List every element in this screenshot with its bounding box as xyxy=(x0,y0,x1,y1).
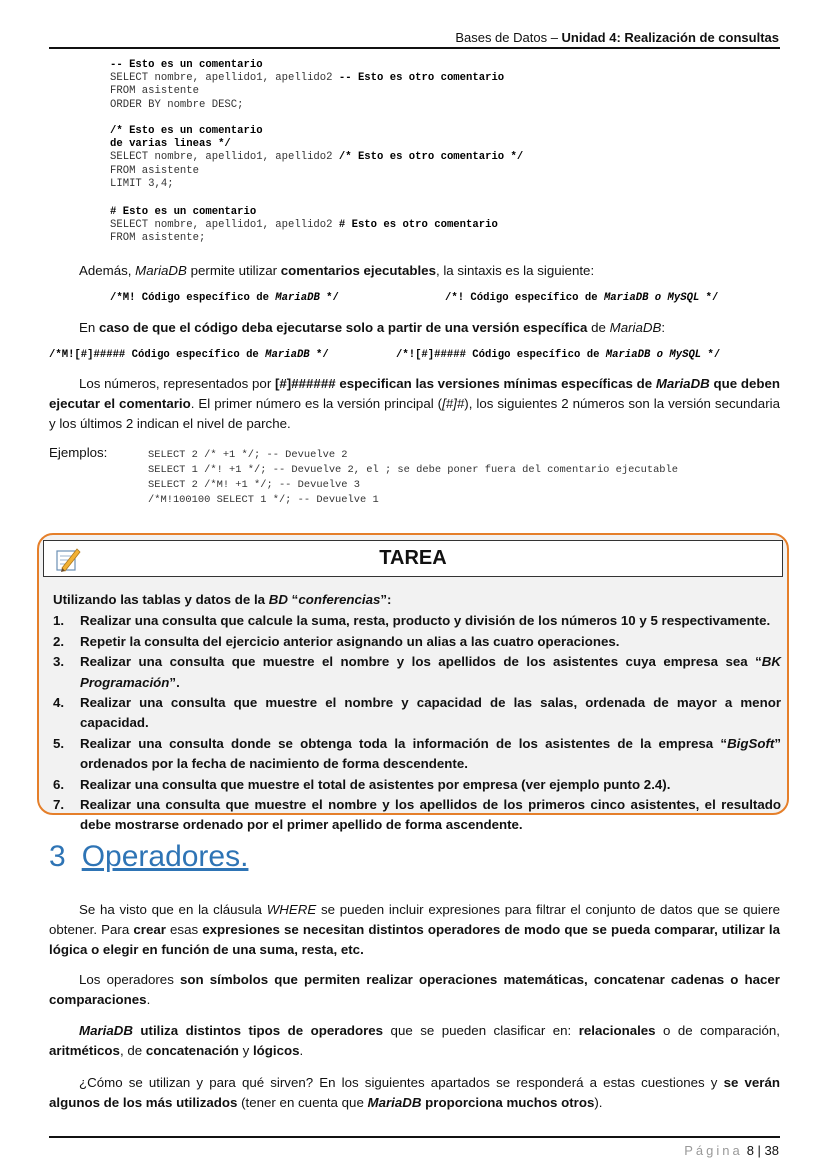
code-ejemplos: SELECT 2 /* +1 */; -- Devuelve 2 SELECT 1 /*! +1 */; -- Devuelve 2, el ; se debe poner fuera del comentario ejecutable SELECT 2 /*M! +1 */; -- Devuelve 3 /*M!100100 SELECT 1 */; -- Devuelve 1 xyxy=(148,449,679,506)
tarea-item-7: 7. Realizar una consulta que muestre el nombre y los apellidos de los primeros cinco asistentes, el resultado debe mostrarse ordenado por el primer apellido de forma ascendente. xyxy=(53,797,781,833)
code-multiline-comment-example: /* Esto es un comentario de varias lineas */ SELECT nombre, apellido1, apellido2 /* Esto es otro comentario */ FROM asistente LIMIT 3,4; xyxy=(110,125,524,190)
section-heading[interactable]: 3 Operadores. xyxy=(49,840,249,873)
para-operators-definition: Los operadores son símbolos que permiten realizar operaciones matemáticas, concatenar cadenas o hacer comparaciones. xyxy=(49,972,780,1007)
page-footer: Página 8 | 38 xyxy=(684,1143,779,1158)
page-header xyxy=(455,30,779,45)
tarea-header xyxy=(43,540,783,577)
tarea-item-5: 5. Realizar una consulta donde se obtenga toda la información de los asistentes de la empresa “BigSoft” ordenados por la fecha de nacimiento de forma descendente. xyxy=(53,735,781,772)
code-exec-version-1: /*M![#]##### Código específico de MariaDB */ xyxy=(49,349,329,361)
tarea-title: TAREA xyxy=(379,547,447,569)
tarea-list xyxy=(53,590,781,836)
code-exec-syntax-1: /*M! Código específico de MariaDB */ xyxy=(110,292,339,304)
tarea-item-1: 1. Realizar una consulta que calcule la suma, resta, producto y división de los números 10 y 5 respectivamente. xyxy=(53,613,771,629)
code-comments-example: -- Esto es un comentario SELECT nombre, apellido1, apellido2 -- Esto es otro comentario FROM asistente ORDER BY nombre DESC; xyxy=(110,59,505,111)
section-title-link[interactable]: Operadores. xyxy=(81,840,249,873)
para-usage: ¿Cómo se utilizan y para qué sirven? En los siguientes apartados se responderá a estas cuestiones y se verán algunos de los más utilizados (tener en cuenta que MariaDB proporciona muchos otros). xyxy=(49,1075,780,1110)
tarea-item-4: 4. Realizar una consulta que muestre el nombre y capacidad de las salas, ordenada de mayor a menor capacidad. xyxy=(53,695,781,731)
para-operator-types: MariaDB utiliza distintos tipos de operadores que se pueden clasificar en: relacionales o de comparación, aritméticos, de concatenación y lógicos. xyxy=(49,1023,780,1058)
tarea-intro: Utilizando las tablas y datos de la BD “conferencias”: xyxy=(53,592,392,607)
code-exec-syntax-2: /*! Código específico de MariaDB o MySQL */ xyxy=(445,292,719,304)
para-version-specific: En caso de que el código deba ejecutarse solo a partir de una versión específica de MariaDB: xyxy=(79,320,666,335)
para-executable-comments: Además, MariaDB permite utilizar comentarios ejecutables, la sintaxis es la siguiente: xyxy=(79,263,595,278)
header-unit: Unidad 4: Realización de consultas xyxy=(561,30,779,45)
tarea-item-2: 2. Repetir la consulta del ejercicio anterior asignando un alias a las cuatro operaciones. xyxy=(53,633,620,649)
tarea-item-3: 3. Realizar una consulta que muestre el nombre y los apellidos de los asistentes cuya empresa sea “BK Programación”. xyxy=(53,654,781,690)
para-version-numbers: Los números, representados por [#]###### especifican las versiones mínimas específicas de MariaDB que deben ejecutar el comentario. El primer número es la versión principal ([#]#), los siguientes 2 números son la versión secundaria y los últimos 2 indican el nivel de parche. xyxy=(49,376,781,431)
header-course: Bases de Datos – xyxy=(455,30,562,45)
code-hash-comment-example: # Esto es un comentario SELECT nombre, apellido1, apellido2 # Esto es otro comentario FROM asistente; xyxy=(110,206,498,245)
header-rule xyxy=(49,47,780,49)
code-exec-version-2: /*![#]##### Código específico de MariaDB o MySQL */ xyxy=(396,349,721,361)
footer-rule xyxy=(49,1136,780,1138)
ejemplos-label: Ejemplos: xyxy=(49,445,108,460)
tarea-item-6: 6. Realizar una consulta que muestre el total de asistentes por empresa (ver ejemplo punto 2.4). xyxy=(53,776,671,792)
para-where-expressions: Se ha visto que en la cláusula WHERE se pueden incluir expresiones para filtrar el conjunto de datos que se quiere obtener. Para crear esas expresiones se necesitan distintos operadores de modo que se pueda comparar, utilizar la lógica o elegir en función de una suma, resta, etc. xyxy=(49,902,780,957)
